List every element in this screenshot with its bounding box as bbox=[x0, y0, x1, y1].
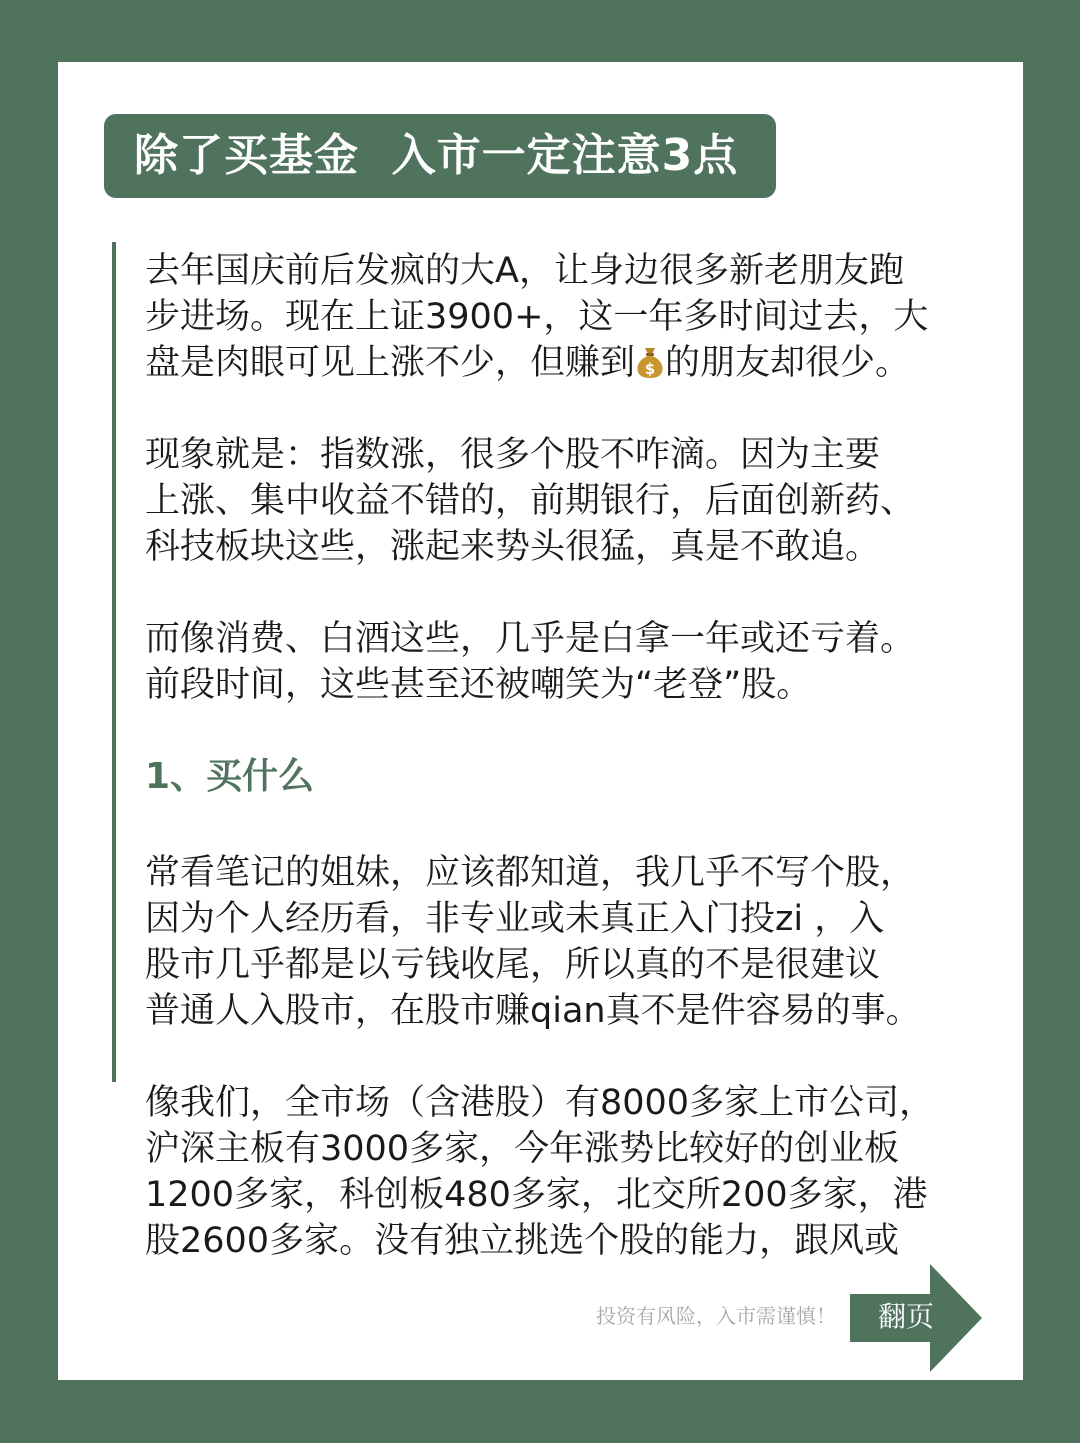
section-heading-1: 1、买什么 bbox=[145, 756, 315, 797]
paragraph-1-text-a: 去年国庆前后发疯的大A，让身边很多新老朋友跑 步进场。现在上证3900+，这一年多时间过去，大 盘是肉眼可见上涨不少，但赚到 bbox=[145, 251, 929, 383]
money-bag-icon bbox=[635, 345, 665, 379]
svg-text:$: $ bbox=[644, 360, 656, 378]
quote-accent-bar bbox=[112, 242, 116, 1082]
article-body bbox=[145, 248, 985, 1310]
next-page-button[interactable] bbox=[850, 1264, 982, 1372]
paragraph-2: 现象就是：指数涨，很多个股不咋滴。因为主要 上涨、集中收益不错的，前期银行，后面创新药、 科技板块这些，涨起来势头很猛，真是不敢追。 bbox=[145, 435, 916, 567]
page-title: 除了买基金 入市一定注意3点 bbox=[104, 114, 776, 198]
risk-disclaimer: 投资有风险，入市需谨慎！ bbox=[596, 1304, 836, 1328]
paragraph-3: 而像消费、白酒这些，几乎是白拿一年或还亏着。 前段时间，这些甚至还被嘲笑为“老登”股。 bbox=[145, 619, 916, 705]
paragraph-4: 常看笔记的姐妹，应该都知道，我几乎不写个股， 因为个人经历看，非专业或未真正入门投zi ，入 股市几乎都是以亏钱收尾，所以真的不是很建议 普通人入股市，在股市赚qian真不是件容易的事。 bbox=[145, 853, 921, 1031]
next-page-label: 翻页 bbox=[877, 1300, 934, 1333]
paragraph-1-text-b: 的朋友却很少。 bbox=[665, 343, 911, 383]
paragraph-5: 像我们，全市场（含港股）有8000多家上市公司， 沪深主板有3000多家，今年涨势比较好的创业板 1200多家，科创板480多家，北交所200多家，港 股2600多家。没有独立挑选个股的能力，跟风或 bbox=[145, 1083, 935, 1261]
paragraph-1 bbox=[145, 248, 985, 386]
